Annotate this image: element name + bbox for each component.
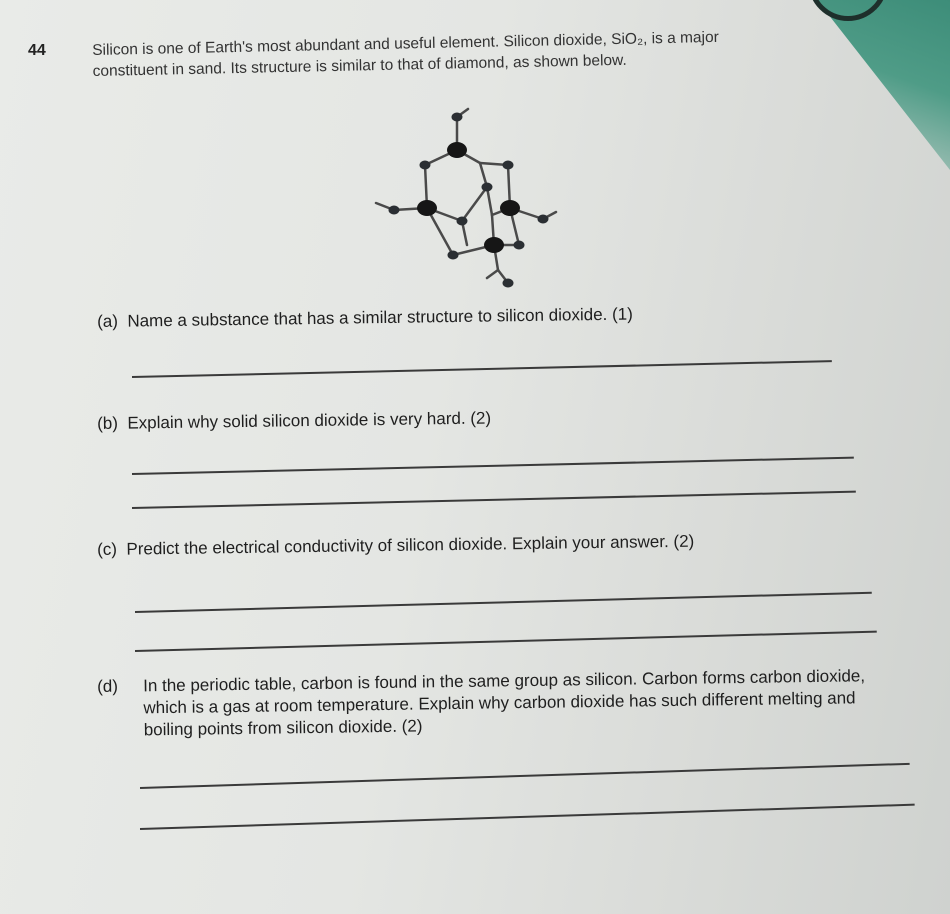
oxygen-atom bbox=[514, 241, 525, 250]
answer-line-b1[interactable] bbox=[132, 457, 854, 475]
part-b bbox=[97, 408, 491, 433]
oxygen-atom bbox=[389, 206, 400, 215]
silicon-dioxide-structure-diagram bbox=[360, 95, 580, 305]
answer-line-b2[interactable] bbox=[132, 491, 856, 509]
silicon-atom bbox=[447, 142, 467, 158]
oxygen-atom bbox=[503, 279, 514, 288]
oxygen-atom bbox=[420, 161, 431, 170]
oxygen-atom bbox=[457, 217, 468, 226]
part-a-text: Name a substance that has a similar structure to silicon dioxide. (1) bbox=[127, 304, 633, 331]
part-d-label: (d) bbox=[97, 676, 119, 696]
bond bbox=[462, 187, 487, 221]
part-b-label: (b) bbox=[97, 413, 119, 433]
part-a bbox=[97, 305, 633, 332]
bond bbox=[487, 270, 498, 278]
background-green-object bbox=[760, 0, 950, 170]
silicon-atom bbox=[500, 200, 520, 216]
silicon-atom bbox=[484, 237, 504, 253]
answer-line-c1[interactable] bbox=[135, 592, 872, 613]
part-c bbox=[97, 532, 694, 560]
answer-line-d1[interactable] bbox=[140, 763, 910, 789]
part-a-label: (a) bbox=[97, 311, 119, 331]
intro-text: Silicon is one of Earth's most abundant and useful element. Silicon dioxide, SiO₂, is a major constituent in sand. Its structure is similar to that of diamond, as shown below. bbox=[92, 28, 719, 80]
part-c-text: Predict the electrical conductivity of silicon dioxide. Explain your answer. (2) bbox=[126, 531, 695, 559]
oxygen-atom bbox=[448, 251, 459, 260]
part-d-text: In the periodic table, carbon is found in the same group as silicon. Carbon forms carbon dioxide, which is a gas at room temperature. Explain why carbon dioxide has such different melting and boiling points from silicon dioxide. (2) bbox=[143, 666, 866, 740]
answer-line-c2[interactable] bbox=[135, 631, 877, 652]
answer-line-a1[interactable] bbox=[132, 360, 832, 377]
oxygen-atom bbox=[452, 113, 463, 122]
part-d bbox=[97, 665, 898, 742]
part-c-label: (c) bbox=[97, 539, 118, 559]
question-number: 44 bbox=[28, 42, 46, 59]
oxygen-atom bbox=[538, 215, 549, 224]
oxygen-atom bbox=[503, 161, 514, 170]
answer-line-d2[interactable] bbox=[140, 804, 915, 830]
oxygen-atom bbox=[482, 183, 493, 192]
silicon-atom bbox=[417, 200, 437, 216]
part-b-text: Explain why solid silicon dioxide is very hard. (2) bbox=[127, 408, 492, 433]
